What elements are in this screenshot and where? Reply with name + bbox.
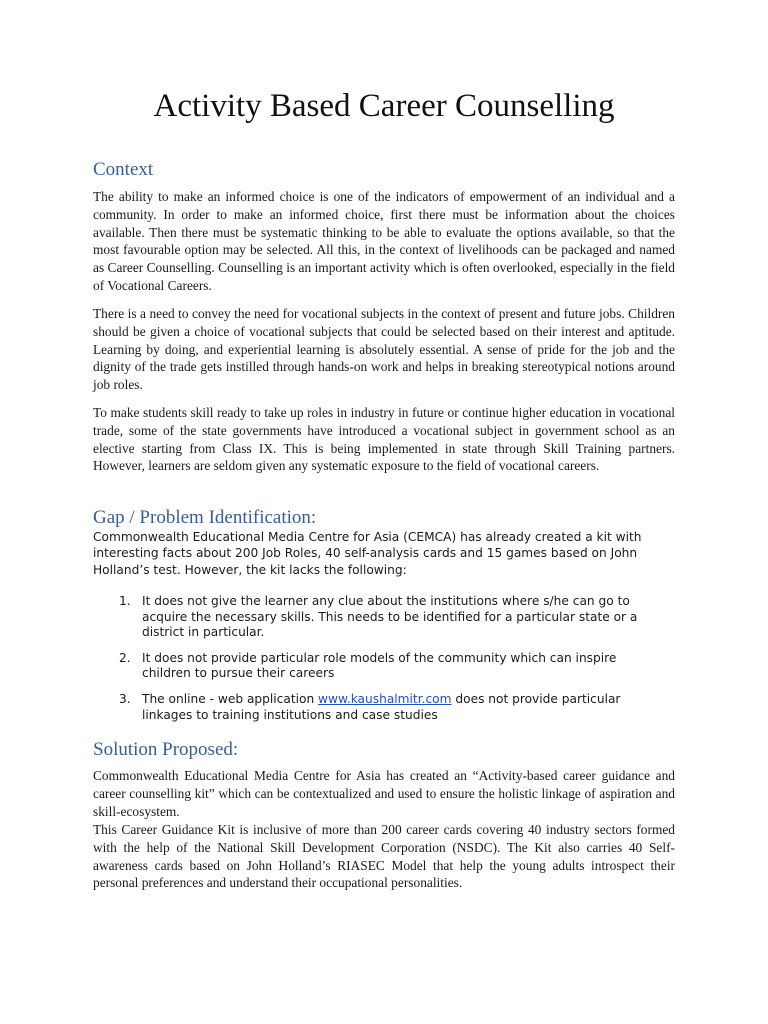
list-item-text-before: The online - web application xyxy=(142,691,319,706)
list-item-number: 3. xyxy=(119,691,131,706)
context-paragraph-3: To make students skill ready to take up roles in industry in future or continue higher education in vocational trade, some of the state governments have introduced a vocational subject in government school as an elective starting from Class IX. This is being implemented in state through Skill Training partners. However, learners are seldom given any systematic exposure to the field of vocational careers. xyxy=(93,405,675,474)
list-item xyxy=(93,651,675,682)
gap-list xyxy=(93,594,675,733)
solution-paragraph-1: Commonwealth Educational Media Centre for Asia has created an “Activity-based career guidance and career counselling kit” which can be contextualized and used to ensure the holistic linkage of aspiration and skill-ecosystem. xyxy=(93,768,675,819)
page-title: Activity Based Career Counselling xyxy=(153,88,615,124)
list-item xyxy=(93,692,675,723)
list-item-text-after: does not provide particular linkages to training institutions and case studies xyxy=(142,691,621,722)
list-item-number: 2. xyxy=(119,650,131,665)
gap-heading: Gap / Problem Identification: xyxy=(93,507,317,528)
gap-intro: Commonwealth Educational Media Centre for Asia (CEMCA) has already created a kit with interesting facts about 200 Job Roles, 40 self-analysis cards and 15 games based on John Holland’s test. However, the kit lacks the following: xyxy=(93,530,642,577)
solution-heading: Solution Proposed: xyxy=(93,739,239,760)
solution-paragraph-2: This Career Guidance Kit is inclusive of more than 200 career cards covering 40 industry sectors formed with the help of the National Skill Development Corporation (NSDC). The Kit also carries 40 Self-awareness cards based on John Holland’s RIASEC Model that help the young adults introspect their personal preferences and understand their occupational personalities. xyxy=(93,822,675,891)
list-item xyxy=(93,594,675,641)
list-item-number: 1. xyxy=(119,594,131,608)
list-item-text: It does not provide particular role models of the community which can inspire children to pursue their careers xyxy=(142,650,617,681)
context-heading: Context xyxy=(93,159,154,180)
context-paragraph-1: The ability to make an informed choice is one of the indicators of empowerment of an individual and a community. In order to make an informed choice, first there must be information about the choices available. Then there must be systematic thinking to be able to evaluate the options available, so that the most favourable option may be selected. All this, in the context of livelihoods can be packaged and named as Career Counselling. Counselling is an important activity which is often overlooked, especially in the field of Vocational Careers. xyxy=(93,189,675,293)
list-item-text: It does not give the learner any clue about the institutions where s/he can go to acquire the necessary skills. This needs to be identified for a particular state or a district in particular. xyxy=(142,594,638,640)
context-paragraph-2: There is a need to convey the need for vocational subjects in the context of present and future jobs. Children should be given a choice of vocational subjects that could be selected based on their interest and aptitude. Learning by doing, and experiential learning is absolutely essential. A sense of pride for the job and the dignity of the trade gets instilled through hands-on work and helps in breaking stereotypical notions around job roles. xyxy=(93,306,675,393)
kaushalmitr-link[interactable]: www.kaushalmitr.com xyxy=(318,691,452,706)
